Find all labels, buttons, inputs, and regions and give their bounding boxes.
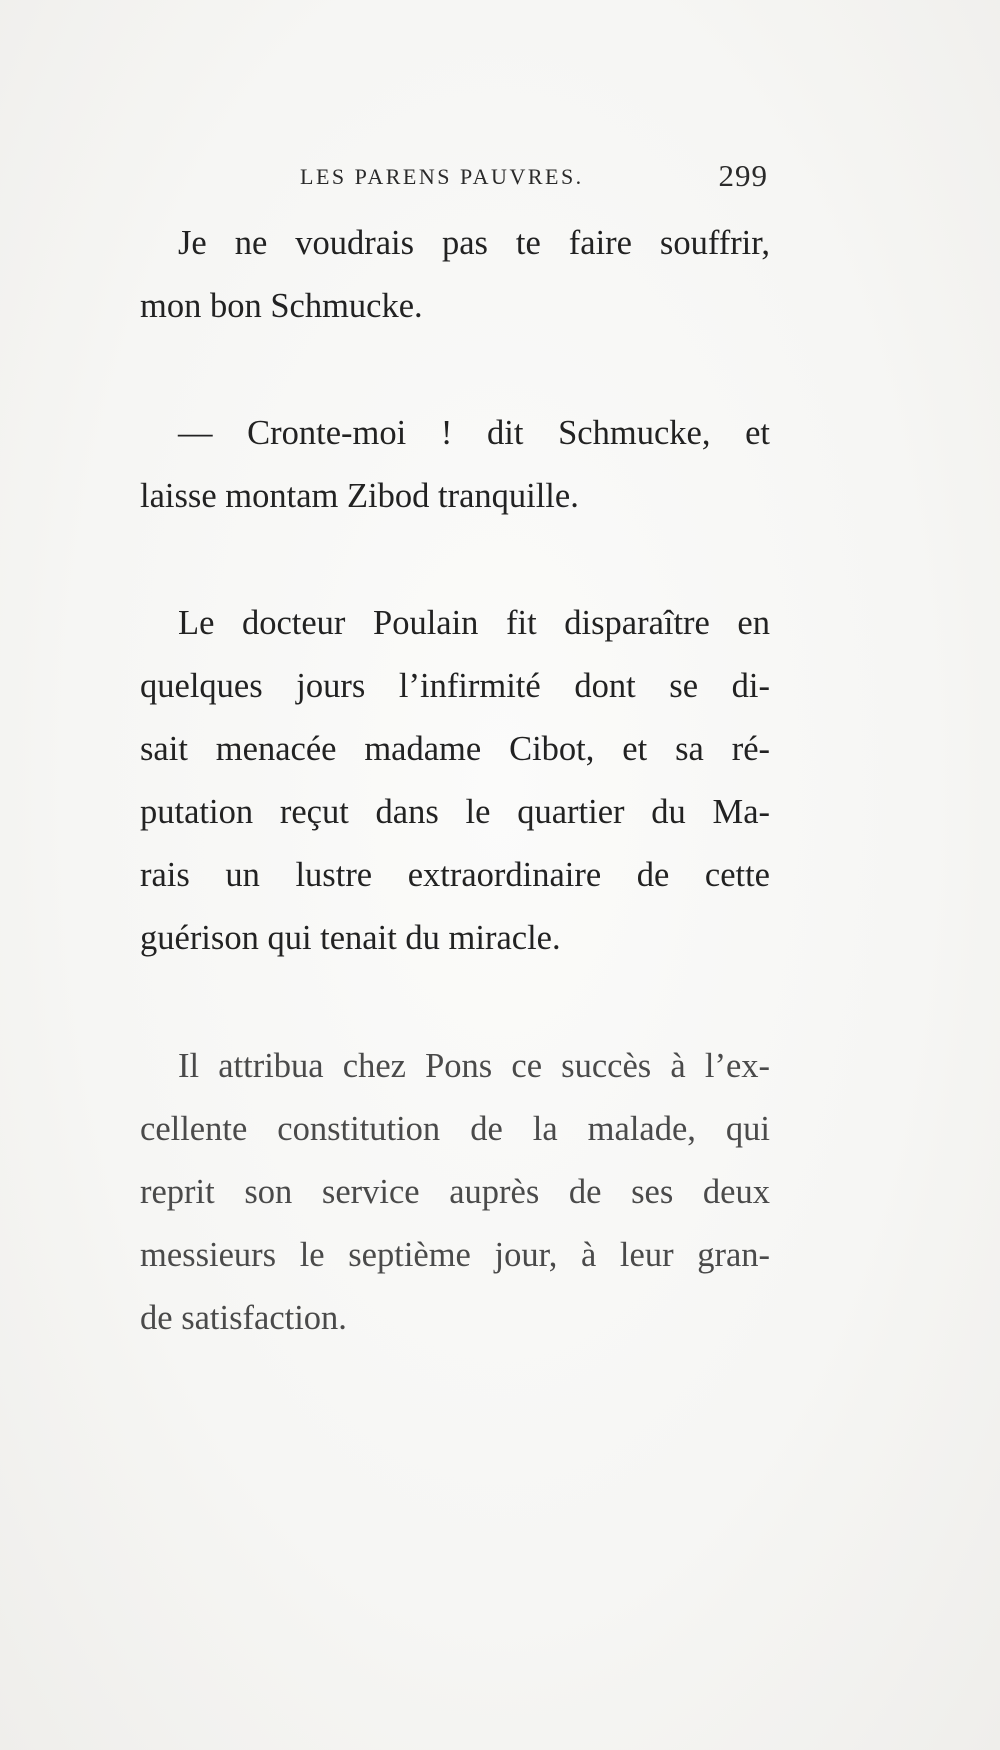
paragraph-3 [140, 592, 770, 970]
text-line: rais un lustre extraordinaire de cette [140, 856, 770, 894]
text-line: sait menacée madame Cibot, et sa ré- [140, 730, 770, 768]
text-line: cellente constitution de la malade, qui [140, 1110, 770, 1148]
running-title: LES PARENS PAUVRES. [300, 164, 584, 189]
text-line: putation reçut dans le quartier du Ma- [140, 793, 770, 831]
text-line: de satisfaction. [140, 1299, 347, 1337]
paragraph-2 [140, 402, 770, 528]
text-line: quelques jours l’infirmité dont se di- [140, 667, 770, 705]
paragraph-1 [140, 212, 770, 338]
text-line: Il attribua chez Pons ce succès à l’ex- [178, 1047, 770, 1085]
text-line: mon bon Schmucke. [140, 287, 423, 325]
text-line: laisse montam Zibod tranquille. [140, 477, 579, 515]
paragraph-4 [140, 1035, 770, 1350]
text-line: messieurs le septième jour, à leur gran- [140, 1236, 770, 1274]
text-line: reprit son service auprès de ses deux [140, 1173, 770, 1211]
text-line: — Cronte-moi ! dit Schmucke, et [178, 414, 770, 452]
text-line: guérison qui tenait du miracle. [140, 919, 561, 957]
page-number: 299 [718, 158, 768, 193]
text-line: Le docteur Poulain fit disparaître en [178, 604, 770, 642]
text-line: Je ne voudrais pas te faire souffrir, [178, 224, 770, 262]
running-head [140, 158, 768, 198]
